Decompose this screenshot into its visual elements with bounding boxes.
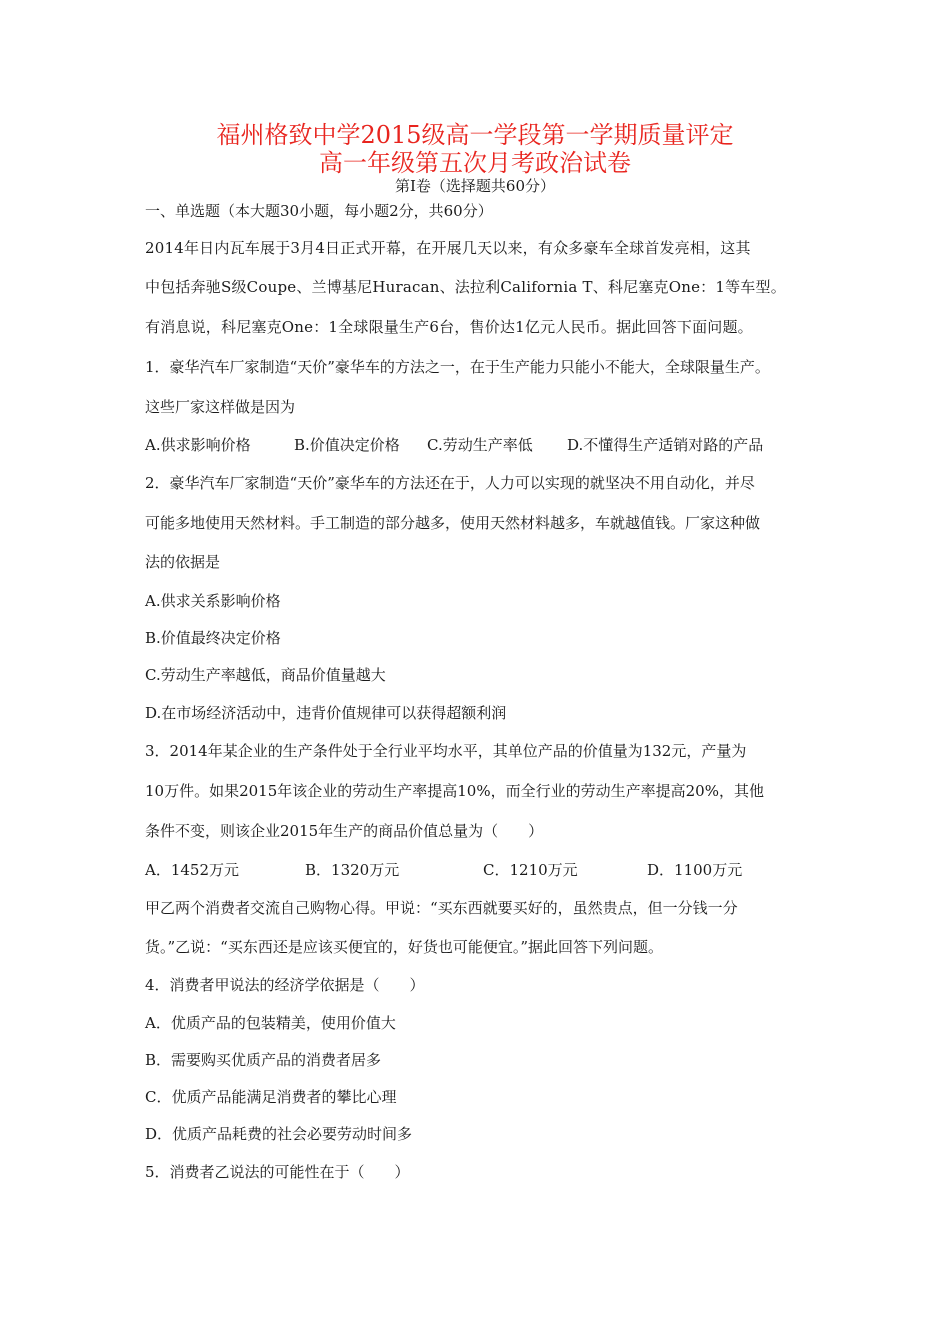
q4-stem-line: 4．消费者甲说法的经济学依据是（ ） [145,976,425,994]
q1-stem-line: 这些厂家这样做是因为 [145,398,296,416]
q1-option-c: C.劳动生产率低 [427,436,533,454]
q2-stem-line: 可能多地使用天然材料。手工制造的部分越多，使用天然材料越多，车就越值钱。厂家这种做 [145,514,761,532]
q1-options [145,434,763,456]
context-a-line: 有消息说，科尼塞克One：1全球限量生产6台，售价达1亿元人民币。据此回答下面问题。 [145,318,753,336]
q3-option-b: B．1320万元 [305,861,400,879]
context-b-line: 货。”乙说：“买东西还是应该买便宜的，好货也可能便宜。”据此回答下列问题。 [145,938,664,956]
q4-option-b: B．需要购买优质产品的消费者居多 [145,1051,382,1069]
q4-option-a: A．优质产品的包装精美，使用价值大 [145,1014,396,1032]
q2-option-b: B.价值最终决定价格 [145,629,281,647]
q5-stem-line: 5．消费者乙说法的可能性在于（ ） [145,1163,410,1181]
q1-option-b: B.价值决定价格 [294,436,400,454]
q3-stem-line: 3．2014年某企业的生产条件处于全行业平均水平，其单位产品的价值量为132元，产量为 [145,742,747,760]
q4-option-c: C．优质产品能满足消费者的攀比心理 [145,1088,397,1106]
q1-option-a: A.供求影响价格 [145,436,251,454]
section-label: 第Ⅰ卷（选择题共60分） [394,177,555,195]
q3-option-d: D．1100万元 [647,861,743,879]
exam-title-line2: 高一年级第五次月考政治试卷 [319,149,631,177]
q3-option-c: C．1210万元 [483,861,578,879]
q3-stem-line: 条件不变，则该企业2015年生产的商品价值总量为（ ） [145,822,544,840]
context-a-line: 中包括奔驰S级Coupe、兰博基尼Huracan、法拉利California T、科尼塞克One：1等车型。 [145,278,786,296]
q3-options [145,859,742,881]
q3-option-a: A．1452万元 [145,861,240,879]
context-a-line: 2014年日内瓦车展于3月4日正式开幕，在开展几天以来，有众多豪车全球首发亮相，这其 [145,239,751,257]
q1-option-d: D.不懂得生产适销对路的产品 [567,436,764,454]
part-heading: 一、单选题（本大题30小题，每小题2分，共60分） [145,202,493,220]
q2-option-d: D.在市场经济活动中，违背价值规律可以获得超额利润 [145,704,507,722]
q2-stem-line: 2．豪华汽车厂家制造“天价”豪华车的方法还在于，人力可以实现的就坚决不用自动化，并尽 [145,474,755,492]
q2-option-a: A.供求关系影响价格 [145,592,281,610]
context-b-line: 甲乙两个消费者交流自己购物心得。甲说：“买东西就要买好的，虽然贵点，但一分钱一分 [145,899,738,917]
q4-option-d: D．优质产品耗费的社会必要劳动时间多 [145,1125,413,1143]
q3-stem-line: 10万件。如果2015年该企业的劳动生产率提高10%，而全行业的劳动生产率提高20%，其他 [145,782,764,800]
q2-option-c: C.劳动生产率越低，商品价值量越大 [145,666,386,684]
q2-stem-line: 法的依据是 [145,553,221,571]
exam-title-line1: 福州格致中学2015级高一学段第一学期质量评定 [216,121,734,149]
q1-stem-line: 1．豪华汽车厂家制造“天价”豪华车的方法之一，在于生产能力只能小不能大，全球限量生产。 [145,358,770,376]
